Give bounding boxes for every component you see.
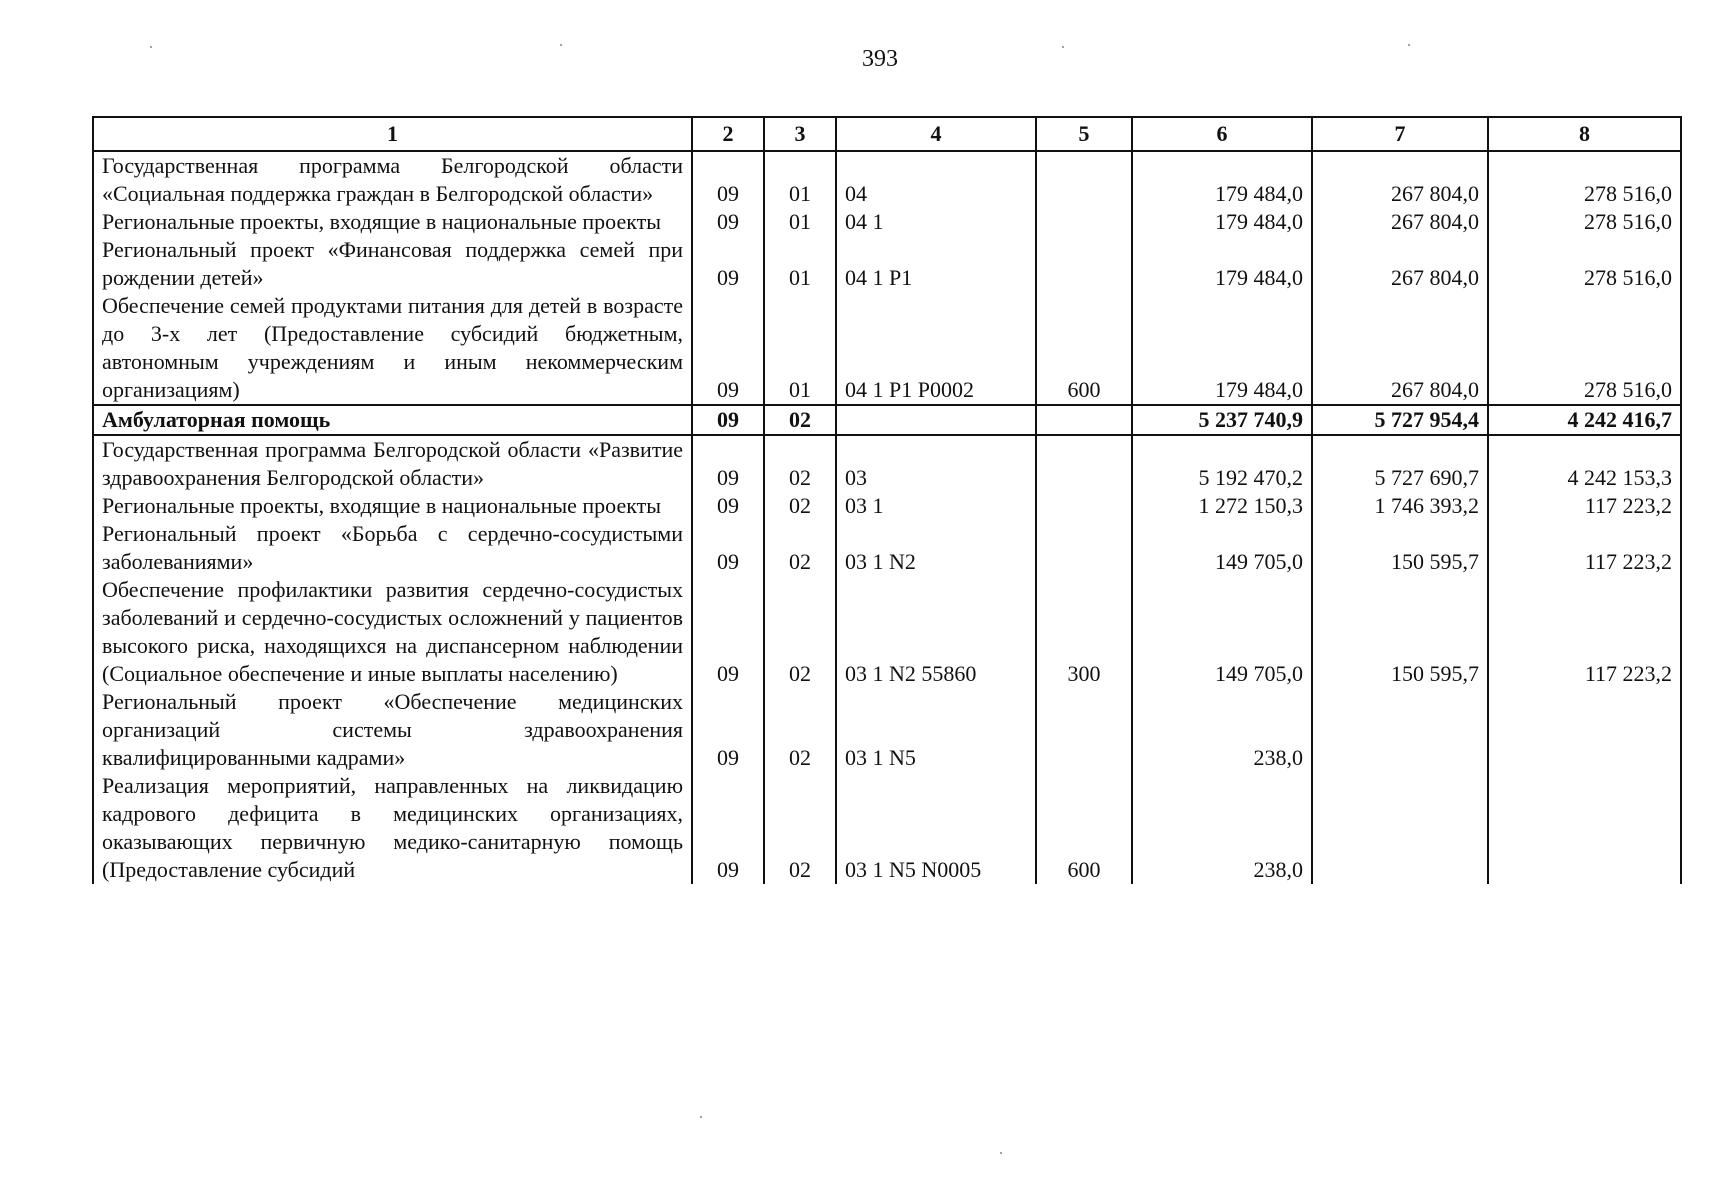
amount-col-7-cell <box>1312 688 1488 772</box>
amount-col-8-cell <box>1488 772 1681 884</box>
amount-col-8-cell: 278 516,0 <box>1488 151 1681 208</box>
amount-col-6-cell: 179 484,0 <box>1132 151 1312 208</box>
expense-type-cell <box>1036 435 1132 492</box>
target-article-cell: 04 1 P1 <box>836 236 1036 292</box>
header-col-2: 2 <box>692 117 764 151</box>
section-code-cell: 09 <box>692 576 764 688</box>
table-row <box>93 492 1681 520</box>
amount-col-7-cell <box>1312 772 1488 884</box>
expense-type-cell: 600 <box>1036 292 1132 405</box>
table-row <box>93 520 1681 576</box>
amount-col-6-cell: 149 705,0 <box>1132 520 1312 576</box>
row-name-cell: Обеспечение профилактики развития сердечно-сосудистых заболеваний и сердечно-сосудистых осложнений у пациентов высокого риска, находящихся на диспансерном наблюдении (Социальное обеспечение и иные выплаты населению) <box>93 576 692 688</box>
amount-col-6-cell: 238,0 <box>1132 688 1312 772</box>
target-article-cell: 04 1 P1 P0002 <box>836 292 1036 405</box>
amount-col-6-cell: 149 705,0 <box>1132 576 1312 688</box>
header-col-5: 5 <box>1036 117 1132 151</box>
amount-col-6-cell: 5 192 470,2 <box>1132 435 1312 492</box>
row-name-cell: Региональный проект «Обеспечение медицинских организаций системы здравоохранения квалифицированными кадрами» <box>93 688 692 772</box>
subsection-code-cell: 01 <box>764 236 836 292</box>
amount-col-6-cell: 179 484,0 <box>1132 208 1312 236</box>
table-row <box>93 435 1681 492</box>
section-code-cell: 09 <box>692 151 764 208</box>
header-col-3: 3 <box>764 117 836 151</box>
amount-col-8-cell <box>1488 688 1681 772</box>
section-code-cell: 09 <box>692 292 764 405</box>
row-name-cell: Региональный проект «Финансовая поддержка семей при рождении детей» <box>93 236 692 292</box>
expense-type-cell: 300 <box>1036 576 1132 688</box>
amount-col-8-cell: 117 223,2 <box>1488 492 1681 520</box>
subsection-code-cell: 01 <box>764 208 836 236</box>
amount-col-8-cell: 278 516,0 <box>1488 236 1681 292</box>
table-row <box>93 292 1681 405</box>
target-article-cell: 03 1 <box>836 492 1036 520</box>
row-name-cell: Региональный проект «Борьба с сердечно-сосудистыми заболеваниями» <box>93 520 692 576</box>
subsection-code-cell: 02 <box>764 520 836 576</box>
target-article-cell: 04 <box>836 151 1036 208</box>
target-article-cell: 03 1 N5 <box>836 688 1036 772</box>
amount-col-8-cell: 278 516,0 <box>1488 208 1681 236</box>
subsection-code-cell: 01 <box>764 292 836 405</box>
amount-col-6-cell: 179 484,0 <box>1132 236 1312 292</box>
subsection-code-cell: 02 <box>764 576 836 688</box>
row-name-cell: Амбулаторная помощь <box>93 405 692 435</box>
amount-col-6-cell: 5 237 740,9 <box>1132 405 1312 435</box>
page-number: 393 <box>862 46 898 72</box>
table-row <box>93 236 1681 292</box>
section-code-cell: 09 <box>692 520 764 576</box>
section-code-cell: 09 <box>692 236 764 292</box>
section-code-cell: 09 <box>692 405 764 435</box>
section-code-cell: 09 <box>692 208 764 236</box>
header-row <box>93 117 1681 151</box>
expense-type-cell <box>1036 236 1132 292</box>
target-article-cell: 04 1 <box>836 208 1036 236</box>
amount-col-8-cell: 4 242 416,7 <box>1488 405 1681 435</box>
target-article-cell: 03 1 N2 55860 <box>836 576 1036 688</box>
row-name-cell: Региональные проекты, входящие в национальные проекты <box>93 492 692 520</box>
amount-col-7-cell: 267 804,0 <box>1312 236 1488 292</box>
amount-col-7-cell: 5 727 954,4 <box>1312 405 1488 435</box>
amount-col-7-cell: 5 727 690,7 <box>1312 435 1488 492</box>
header-col-7: 7 <box>1312 117 1488 151</box>
section-code-cell: 09 <box>692 688 764 772</box>
expense-type-cell: 600 <box>1036 772 1132 884</box>
table-row <box>93 772 1681 884</box>
expense-type-cell <box>1036 208 1132 236</box>
amount-col-6-cell: 238,0 <box>1132 772 1312 884</box>
amount-col-8-cell: 4 242 153,3 <box>1488 435 1681 492</box>
section-row <box>93 405 1681 435</box>
subsection-code-cell: 02 <box>764 435 836 492</box>
target-article-cell: 03 1 N2 <box>836 520 1036 576</box>
row-name-cell: Региональные проекты, входящие в национальные проекты <box>93 208 692 236</box>
target-article-cell: 03 <box>836 435 1036 492</box>
expense-type-cell <box>1036 405 1132 435</box>
row-name-cell: Обеспечение семей продуктами питания для детей в возрасте до 3-х лет (Предоставление субсидий бюджетным, автономным учреждениям и иным некоммерческим организациям) <box>93 292 692 405</box>
expense-type-cell <box>1036 151 1132 208</box>
subsection-code-cell: 01 <box>764 151 836 208</box>
subsection-code-cell: 02 <box>764 772 836 884</box>
amount-col-7-cell: 150 595,7 <box>1312 576 1488 688</box>
amount-col-7-cell: 267 804,0 <box>1312 208 1488 236</box>
target-article-cell <box>836 405 1036 435</box>
section-code-cell: 09 <box>692 772 764 884</box>
expense-type-cell <box>1036 688 1132 772</box>
amount-col-8-cell: 117 223,2 <box>1488 576 1681 688</box>
table-row <box>93 576 1681 688</box>
row-name-cell: Государственная программа Белгородской области «Социальная поддержка граждан в Белгородской области» <box>93 151 692 208</box>
header-col-8: 8 <box>1488 117 1681 151</box>
subsection-code-cell: 02 <box>764 688 836 772</box>
budget-table <box>92 116 1682 884</box>
amount-col-7-cell: 267 804,0 <box>1312 151 1488 208</box>
row-name-cell: Реализация мероприятий, направленных на ликвидацию кадрового дефицита в медицинских организациях, оказывающих первичную медико-санитарную помощь (Предоставление субсидий <box>93 772 692 884</box>
header-col-6: 6 <box>1132 117 1312 151</box>
section-code-cell: 09 <box>692 435 764 492</box>
amount-col-8-cell: 117 223,2 <box>1488 520 1681 576</box>
amount-col-7-cell: 1 746 393,2 <box>1312 492 1488 520</box>
expense-type-cell <box>1036 520 1132 576</box>
section-code-cell: 09 <box>692 492 764 520</box>
amount-col-7-cell: 150 595,7 <box>1312 520 1488 576</box>
amount-col-8-cell: 278 516,0 <box>1488 292 1681 405</box>
header-col-4: 4 <box>836 117 1036 151</box>
expense-type-cell <box>1036 492 1132 520</box>
header-col-1: 1 <box>93 117 692 151</box>
amount-col-6-cell: 1 272 150,3 <box>1132 492 1312 520</box>
row-name-cell: Государственная программа Белгородской области «Развитие здравоохранения Белгородской области» <box>93 435 692 492</box>
amount-col-6-cell: 179 484,0 <box>1132 292 1312 405</box>
target-article-cell: 03 1 N5 N0005 <box>836 772 1036 884</box>
subsection-code-cell: 02 <box>764 405 836 435</box>
subsection-code-cell: 02 <box>764 492 836 520</box>
amount-col-7-cell: 267 804,0 <box>1312 292 1488 405</box>
table-row <box>93 151 1681 208</box>
table-body <box>93 151 1681 884</box>
table-row <box>93 688 1681 772</box>
table-row <box>93 208 1681 236</box>
